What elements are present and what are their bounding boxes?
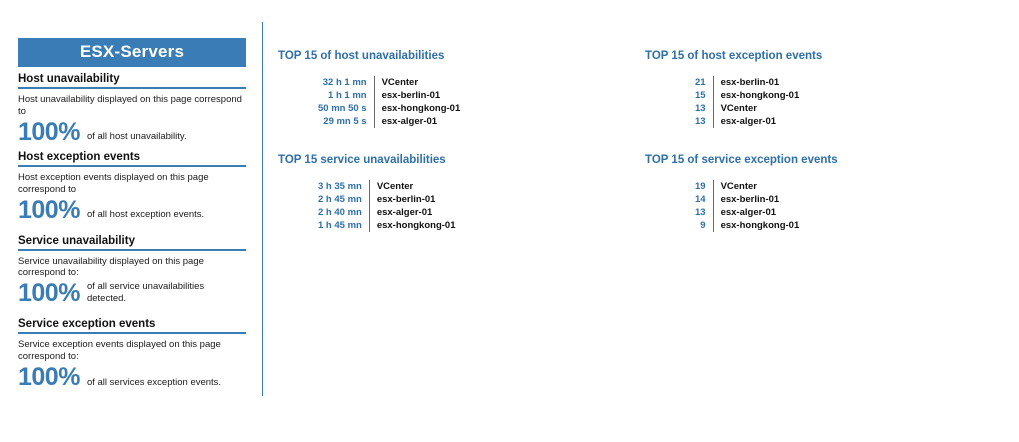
section-heading: Service unavailability [18,235,246,251]
top-block-host-unavailabilities [278,50,608,128]
block-title: TOP 15 of host exception events [645,50,823,62]
top-lists-column-right [645,50,975,258]
top-lists-column-left [278,50,608,258]
table-row [318,219,455,232]
section-heading: Host exception events [18,151,246,167]
row-value: 29 mn 5 s [323,116,367,127]
row-value: 15 [695,90,706,101]
section-percent-value: 100% [18,363,80,391]
row-name: esx-alger-01 [369,206,455,219]
table-row [318,193,455,206]
top-table [695,180,799,232]
row-value: 14 [695,194,706,205]
row-value: 2 h 45 mn [318,194,362,205]
row-name: esx-alger-01 [713,206,799,219]
row-name: esx-hongkong-01 [713,89,799,102]
table-row [318,206,455,219]
table-row [318,102,460,115]
top-block-service-unavailabilities [278,154,608,232]
section-description: Service exception events displayed on this page correspond to: [18,339,221,363]
section-percent-label: of all host unavailability. [86,131,187,143]
row-name: esx-berlin-01 [374,89,460,102]
table-row [318,115,460,128]
row-name: esx-berlin-01 [713,76,799,89]
table-row [318,180,455,193]
section-percent-value: 100% [18,117,80,146]
section-description: Host exception events displayed on this page correspond to [18,171,209,195]
table-row [695,115,799,128]
section-heading: Host unavailability [18,73,246,89]
vertical-divider [262,22,263,396]
row-name: esx-hongkong-01 [713,219,799,232]
row-value: 3 h 35 mn [318,181,362,192]
row-name: VCenter [369,180,455,193]
panel-title: ESX-Servers [18,38,246,67]
section-description: Host unavailability displayed on this page correspond to [18,94,242,117]
row-value: 13 [695,103,706,114]
table-row [695,76,799,89]
top-table [318,180,455,232]
row-value: 21 [695,77,706,88]
table-row [695,180,799,193]
section-heading: Service exception events [18,318,246,334]
top-block-service-exception-events [645,154,975,232]
row-value: 9 [700,220,706,231]
row-value: 13 [695,116,706,127]
table-row [695,206,799,219]
table-row [695,193,799,206]
row-value: 1 h 45 mn [318,220,362,231]
row-value: 2 h 40 mn [318,207,362,218]
row-value: 13 [695,207,706,218]
row-name: esx-hongkong-01 [374,102,460,115]
summary-section-host-exception-events [18,151,246,223]
table-row [695,89,799,102]
summary-panel [18,38,246,390]
row-name: esx-hongkong-01 [369,219,455,232]
block-title: TOP 15 service unavailabilities [278,154,446,166]
section-percent-label: of all host exception events. [86,209,205,221]
row-name: esx-alger-01 [713,115,799,128]
top-block-host-exception-events [645,50,975,128]
block-title: TOP 15 of host unavailabilities [278,50,445,62]
table-row [695,102,799,115]
row-name: VCenter [713,180,799,193]
summary-section-host-unavailability [18,73,246,145]
row-name: VCenter [713,102,799,115]
summary-section-service-exception-events [18,318,246,390]
section-percent-label: of all services exception events. [86,376,222,388]
summary-section-service-unavailability [18,235,246,307]
section-percent-label: of all service unavailabilities detected. [86,281,205,304]
top-table [695,76,799,128]
table-row [695,219,799,232]
top-table [318,76,460,128]
row-name: esx-alger-01 [374,115,460,128]
row-name: VCenter [374,76,460,89]
section-percent-value: 100% [18,195,80,224]
table-row [318,89,460,102]
row-name: esx-berlin-01 [713,193,799,206]
row-value: 19 [695,181,706,192]
row-name: esx-berlin-01 [369,193,455,206]
block-title: TOP 15 of service exception events [645,154,838,166]
section-percent-value: 100% [18,279,80,308]
row-value: 32 h 1 mn [322,77,367,88]
row-value: 50 mn 50 s [318,103,367,114]
table-row [318,76,460,89]
section-description: Service unavailability displayed on this page correspond to: [18,255,204,279]
row-value: 1 h 1 mn [328,90,367,101]
